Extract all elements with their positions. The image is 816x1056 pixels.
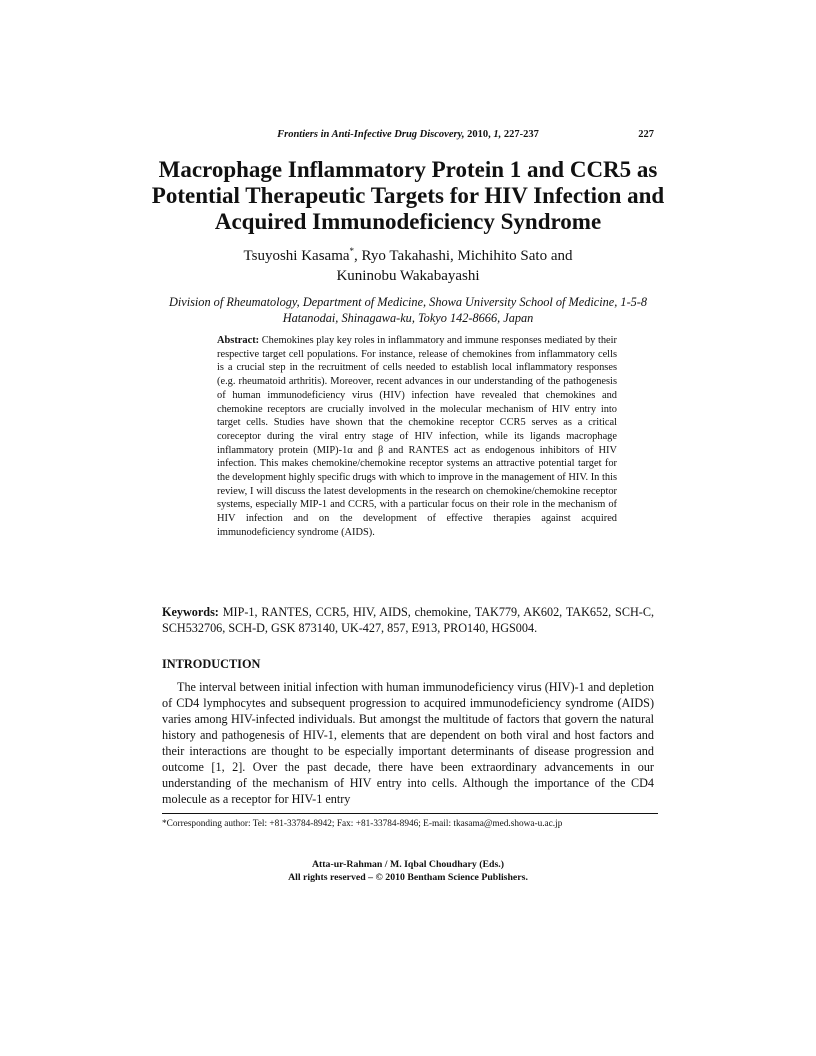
abstract [217, 334, 617, 540]
section-heading-introduction: INTRODUCTION [162, 657, 261, 671]
running-head [162, 129, 654, 140]
footer-editors: Atta-ur-Rahman / M. Iqbal Choudhary (Eds.) [311, 859, 505, 870]
keywords [162, 604, 654, 636]
author-rest-line1: , Ryo Takahashi, Michihito Sato and [354, 248, 573, 264]
keywords-text: MIP-1, RANTES, CCR5, HIV, AIDS, chemokine, TAK779, AK602, TAK652, SCH-C, SCH532706, SCH-D, GSK 873140, UK-427, 857, E913, PRO140, HGS004. [162, 605, 654, 635]
paper-title: Macrophage Inflammatory Protein 1 and CCR5 as Potential Therapeutic Targets for HIV Infection and Acquired Immunodeficiency Syndrome [151, 157, 665, 234]
keywords-label: Keywords: [162, 605, 219, 619]
footnote-divider [162, 813, 658, 814]
journal-pages: 227-237 [503, 129, 539, 140]
publisher-footer [162, 858, 654, 884]
corresponding-author-mark: * [349, 246, 355, 256]
author-list [200, 241, 616, 286]
journal-volume: 1, [493, 129, 502, 140]
journal-name: Frontiers in Anti-Infective Drug Discovery, [277, 129, 465, 140]
footer-rights: All rights reserved – © 2010 Bentham Science Publishers. [288, 872, 528, 883]
affiliation: Division of Rheumatology, Department of Medicine, Showa University School of Medicine, 1-5-8 Hatanodai, Shinagawa-ku, Tokyo 142-8666, Japan [168, 295, 648, 325]
journal-year: 2010, [467, 129, 491, 140]
introduction-paragraph: The interval between initial infection with human immunodeficiency virus (HIV)-1 and depletion of CD4 lymphocytes and subsequent progression to acquired immunodeficiency syndrome (AIDS) varies among HIV-infected individuals. But amongst the multitude of factors that govern the natural history and pathogenesis of HIV-1, elements that are dependent on both viral and host factors and their interactions are thought to be especially important determinants of disease progression and outcome [1, 2]. Over the past decade, there have been extraordinary advancements in our understanding of the mechanism of HIV entry into cells. Although the importance of the CD4 molecule as a receptor for HIV-1 entry [162, 680, 654, 806]
author-rest-line2: Kuninobu Wakabayashi [336, 268, 480, 284]
page-number: 227 [638, 129, 654, 140]
abstract-text: Chemokines play key roles in inflammatory and immune responses mediated by their respective target cell populations. For instance, release of chemokines from inflammatory cells is a crucial step in the recruitment of cells needed to establish local inflammatory responses (e.g. rheumatoid arthritis). Moreover, recent advances in our understanding of the pathogenesis of human immunodeficiency virus (HIV) infection have revealed that chemokines and chemokine receptors are crucially involved in the molecular mechanism of HIV entry into target cells. Studies have shown that the chemokine receptor CCR5 serves as a critical coreceptor during the viral entry stage of HIV infection, while its ligands macrophage inflammatory protein (MIP)-1α and β and RANTES act as endogenous inhibitors of HIV infection. This makes chemokine/chemokine receptor systems an attractive potential target for the development highly specific drugs with which to improve in the management of HIV. In this review, I will discuss the latest developments in the research on chemokine/chemokine receptor systems, especially MIP-1 and CCR5, with a particular focus on their role in the mechanism of HIV infection and on the development of effective therapies against acquired immunodeficiency syndrome (AIDS). [217, 335, 617, 538]
corresponding-author-footnote: *Corresponding author: Tel: +81-33784-8942; Fax: +81-33784-8946; E-mail: tkasama@med.showa-u.ac.jp [162, 819, 563, 829]
abstract-label: Abstract: [217, 335, 260, 346]
author-first: Tsuyoshi Kasama [243, 248, 350, 264]
